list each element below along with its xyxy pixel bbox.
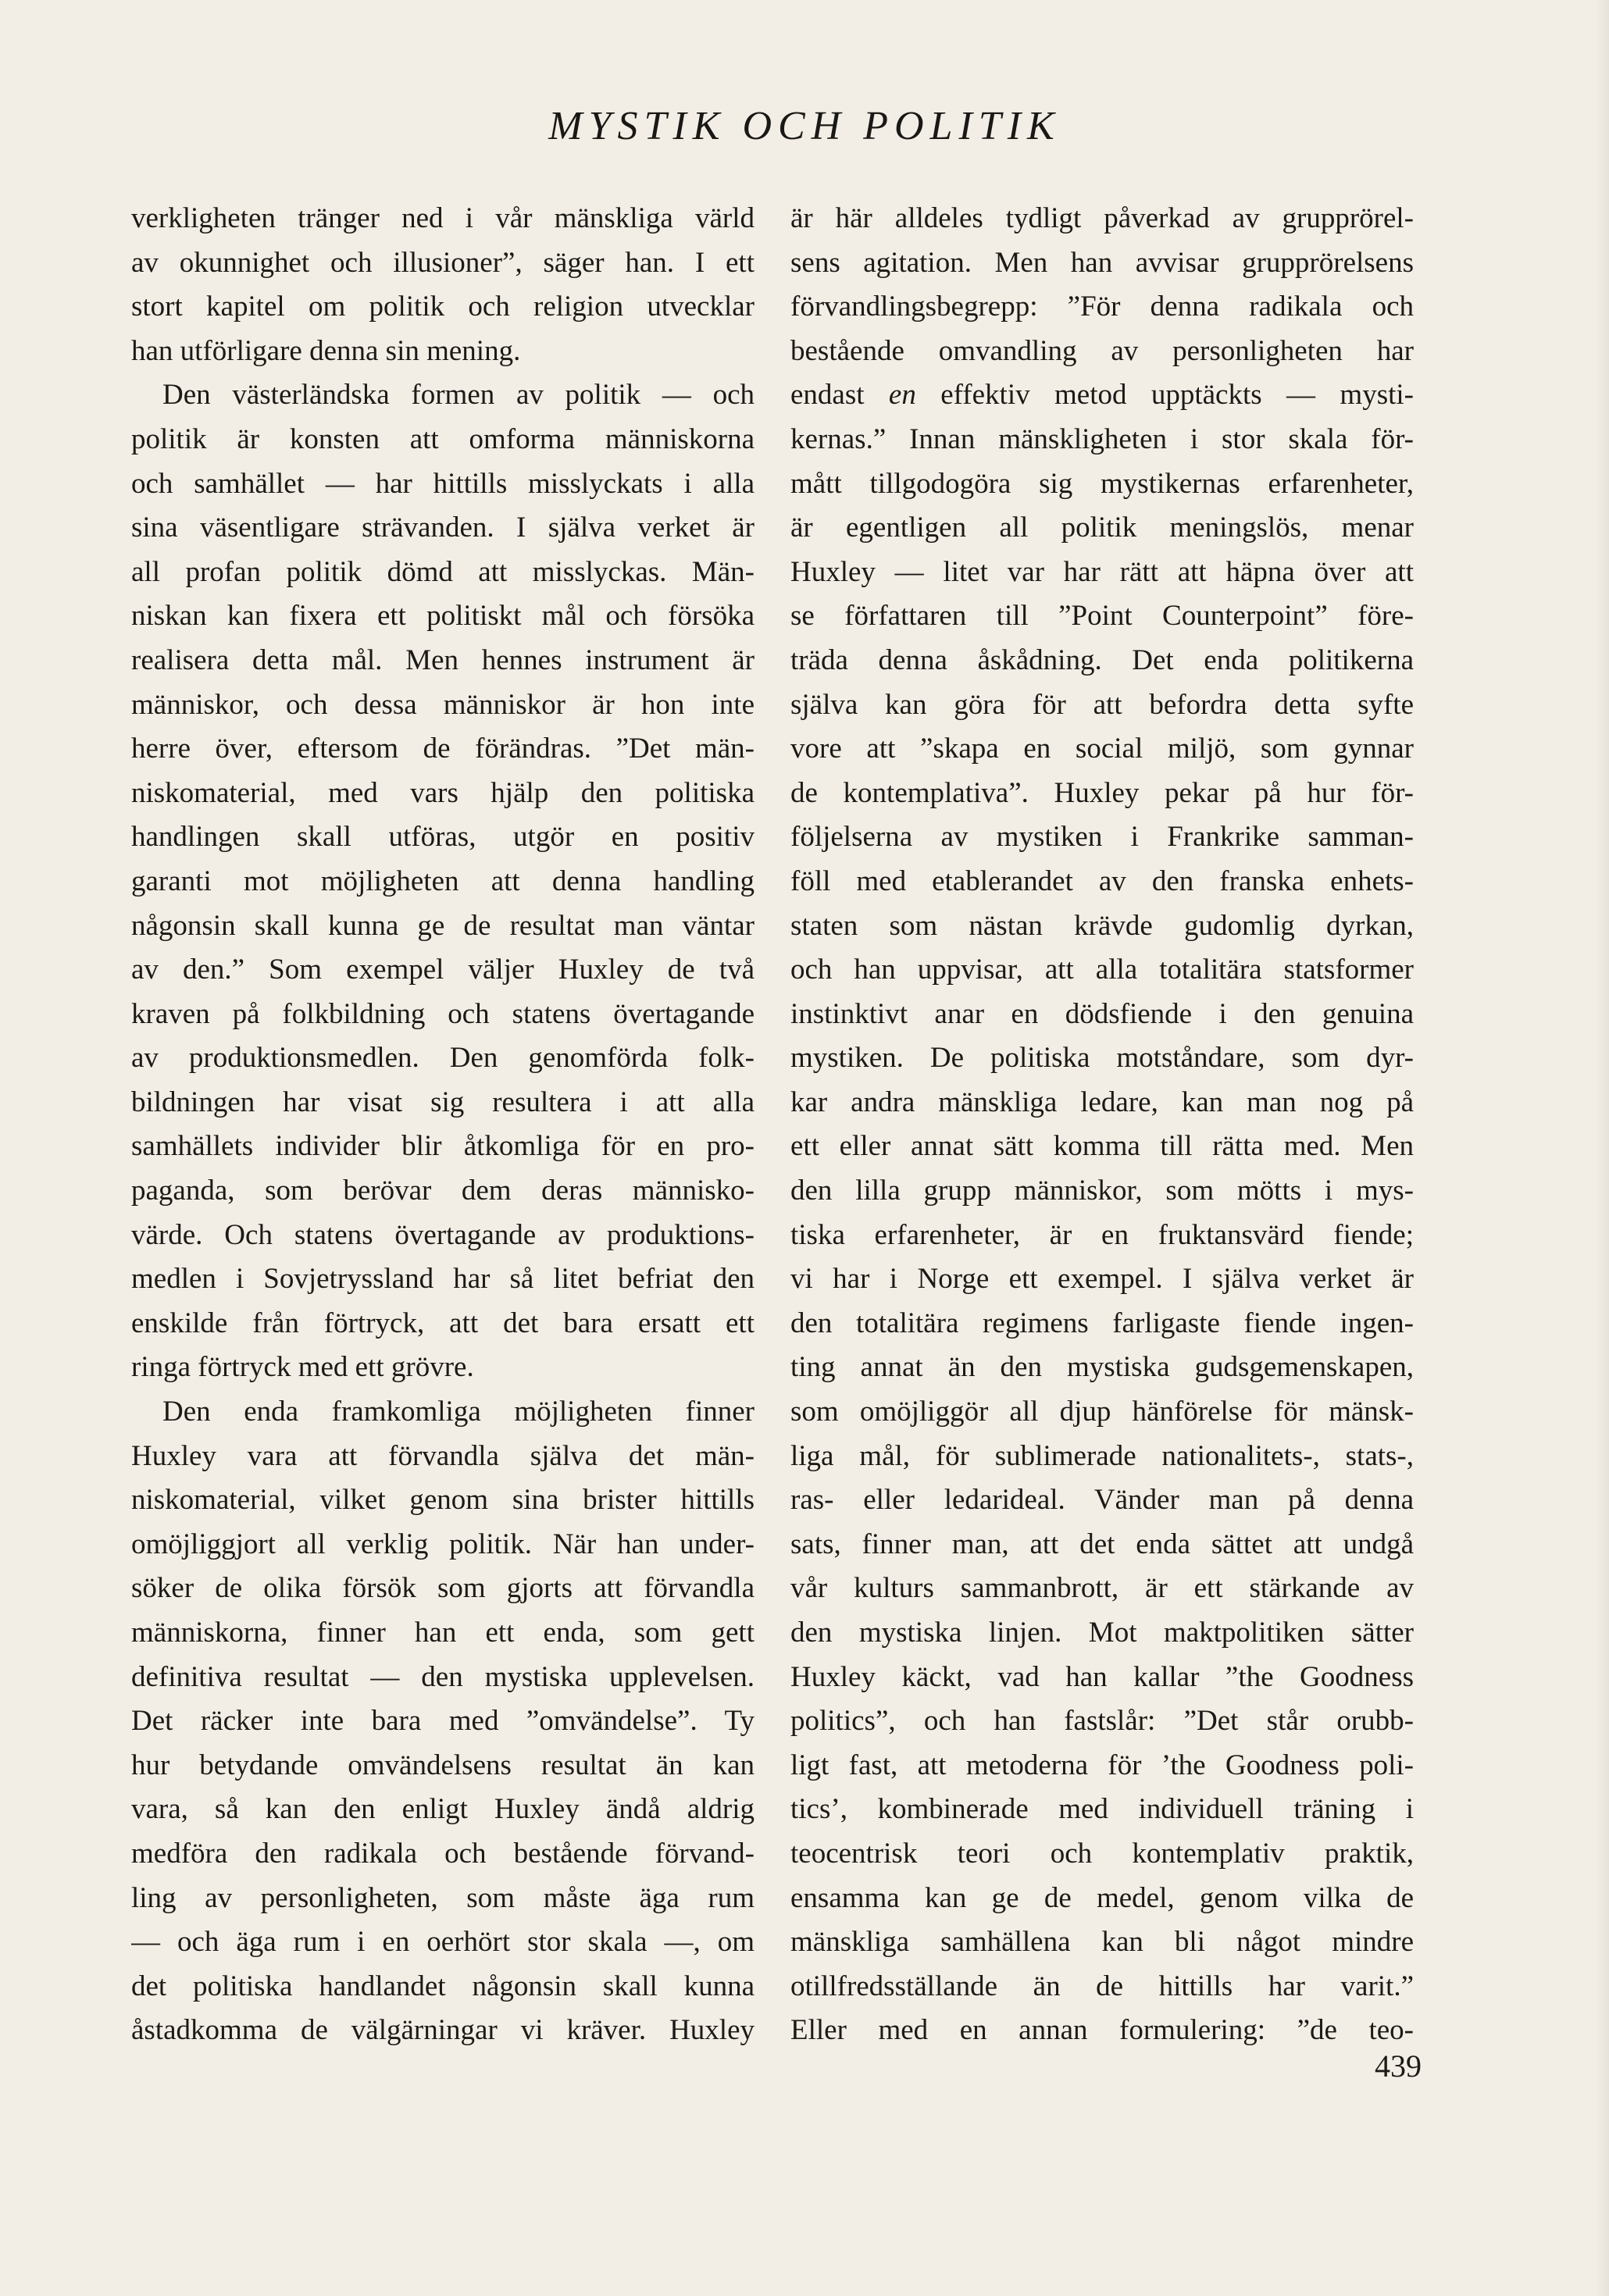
- text-line: samhällets individer blir åtkomliga för en pro-: [131, 1130, 755, 1163]
- text-line: förvandlingsbegrepp: ”För denna radikala och: [790, 291, 1414, 323]
- text-line: medlen i Sovjetryssland har så litet befriat den: [131, 1263, 755, 1296]
- text-line: Eller med en annan formulering: ”de teo-: [790, 2014, 1414, 2047]
- text-line: herre över, eftersom de förändras. ”Det män-: [131, 733, 755, 765]
- text-line: tics’, kombinerade med individuell träning i: [790, 1793, 1414, 1826]
- text-line: bestående omvandling av personligheten har: [790, 334, 1414, 367]
- text-line: själva kan göra för att befordra detta syfte: [790, 688, 1414, 721]
- text-line: stort kapitel om politik och religion utvecklar: [131, 291, 755, 323]
- text-line: vara, så kan den enligt Huxley ändå aldrig: [131, 1793, 755, 1826]
- text-line: mått tillgodogöra sig mystikernas erfarenheter,: [790, 467, 1414, 500]
- page-number: 439: [1375, 2048, 1422, 2084]
- text-line: hur betydande omvändelsens resultat än kan: [131, 1749, 755, 1781]
- text-line: bildningen har visat sig resultera i att alla: [131, 1086, 755, 1118]
- text-line: ensamma kan ge de medel, genom vilka de: [790, 1881, 1414, 1914]
- text-line: ling av personligheten, som måste äga rum: [131, 1881, 755, 1914]
- text-line: omöjliggjort all verklig politik. När han under-: [131, 1528, 755, 1560]
- text-line: realisera detta mål. Men hennes instrument är: [131, 644, 755, 676]
- text-line: kar andra mänskliga ledare, kan man nog på: [790, 1086, 1414, 1118]
- text-line: den mystiska linjen. Mot maktpolitiken sätter: [790, 1617, 1414, 1649]
- text-line: och han uppvisar, att alla totalitära statsformer: [790, 954, 1414, 986]
- text-line: sats, finner man, att det enda sättet att undgå: [790, 1528, 1414, 1560]
- text-line: människorna, finner han ett enda, som gett: [131, 1617, 755, 1649]
- text-line: Det räcker inte bara med ”omvändelse”. Ty: [131, 1705, 755, 1738]
- text-line: — och äga rum i en oerhört stor skala —, om: [131, 1926, 755, 1959]
- text-line: värde. Och statens övertagande av produktions-: [131, 1218, 755, 1251]
- text-line: verkligheten tränger ned i vår mänskliga värld: [131, 202, 755, 234]
- text-line: garanti mot möjligheten att denna handling: [131, 865, 755, 897]
- text-line: ting annat än den mystiska gudsgemenskapen,: [790, 1351, 1414, 1384]
- text-line: instinktivt anar en dödsfiende i den genuina: [790, 997, 1414, 1030]
- text-line: den totalitära regimens farligaste fiende ingen-: [790, 1307, 1414, 1339]
- text-line: Den västerländska formen av politik — och: [162, 379, 755, 412]
- page-edge-shadow: [1595, 0, 1609, 2296]
- text-line: träda denna åskådning. Det enda politikerna: [790, 644, 1414, 676]
- left-text-column: [131, 197, 755, 2053]
- text-line: mystiken. De politiska motståndare, som dyr-: [790, 1042, 1414, 1075]
- text-line: ringa förtryck med ett grövre.: [131, 1351, 474, 1384]
- running-head: MYSTIK OCH POLITIK: [548, 104, 1061, 148]
- text-line: politics”, och han fastslår: ”Det står orubb-: [790, 1705, 1414, 1738]
- text-line: den lilla grupp människor, som mötts i mys-: [790, 1175, 1414, 1207]
- text-line: människor, och dessa människor är hon inte: [131, 688, 755, 721]
- text-line: de kontemplativa”. Huxley pekar på hur för-: [790, 776, 1414, 809]
- text-line: niskomaterial, vilket genom sina brister hittills: [131, 1484, 755, 1517]
- text-line: är egentligen all politik meningslös, menar: [790, 512, 1414, 544]
- text-line: vi har i Norge ett exempel. I själva verket är: [790, 1263, 1414, 1296]
- text-line: som omöjliggör all djup hänförelse för mänsk-: [790, 1396, 1414, 1428]
- text-line: han utförligare denna sin mening.: [131, 334, 521, 367]
- text-line: all profan politik dömd att misslyckas. Män-: [131, 555, 755, 588]
- text-line: av den.” Som exempel väljer Huxley de två: [131, 954, 755, 986]
- text-line: någonsin skall kunna ge de resultat man väntar: [131, 909, 755, 942]
- text-line: niskan kan fixera ett politiskt mål och försöka: [131, 600, 755, 633]
- text-line: det politiska handlandet någonsin skall kunna: [131, 1970, 755, 2002]
- text-line: och samhället — har hittills misslyckats i alla: [131, 467, 755, 500]
- text-line: söker de olika försök som gjorts att förvandla: [131, 1572, 755, 1605]
- text-line: ras- eller ledarideal. Vänder man på denna: [790, 1484, 1414, 1517]
- text-line: handlingen skall utföras, utgör en positiv: [131, 821, 755, 854]
- text-line: föll med etablerandet av den franska enhets-: [790, 865, 1414, 897]
- text-line: kernas.” Innan mänskligheten i stor skala för-: [790, 422, 1414, 455]
- text-line: följelserna av mystiken i Frankrike samman-: [790, 821, 1414, 854]
- text-line: av produktionsmedlen. Den genomförda folk-: [131, 1042, 755, 1075]
- text-line: sens agitation. Men han avvisar grupprörelsens: [790, 246, 1414, 279]
- text-line: politik är konsten att omforma människorna: [131, 422, 755, 455]
- text-line: liga mål, för sublimerade nationalitets-, stats-,: [790, 1439, 1414, 1472]
- text-line: ligt fast, att metoderna för ’the Goodness poli-: [790, 1749, 1414, 1781]
- text-line: niskomaterial, med vars hjälp den politiska: [131, 776, 755, 809]
- text-line: är här alldeles tydligt påverkad av grupprörel-: [790, 202, 1414, 234]
- text-line: Huxley — litet var har rätt att häpna över att: [790, 555, 1414, 588]
- text-line: sina väsentligare strävanden. I själva verket är: [131, 512, 755, 544]
- text-line: paganda, som berövar dem deras människo-: [131, 1175, 755, 1207]
- right-text-column: [790, 197, 1414, 2053]
- text-line: teocentrisk teori och kontemplativ praktik,: [790, 1837, 1414, 1870]
- text-line: Den enda framkomliga möjligheten finner: [162, 1396, 755, 1428]
- text-line: ett eller annat sätt komma till rätta med. Men: [790, 1130, 1414, 1163]
- text-line: staten som nästan krävde gudomlig dyrkan,: [790, 909, 1414, 942]
- text-line: av okunnighet och illusioner”, säger han. I ett: [131, 246, 755, 279]
- text-line: se författaren till ”Point Counterpoint” före-: [790, 600, 1414, 633]
- text-line: medföra den radikala och bestående förvand-: [131, 1837, 755, 1870]
- text-line: enskilde från förtryck, att det bara ersatt ett: [131, 1307, 755, 1339]
- text-line: Huxley käckt, vad han kallar ”the Goodness: [790, 1660, 1414, 1693]
- text-line: kraven på folkbildning och statens övertagande: [131, 997, 755, 1030]
- text-line: vår kulturs sammanbrott, är ett stärkande av: [790, 1572, 1414, 1605]
- text-line: Huxley vara att förvandla själva det män-: [131, 1439, 755, 1472]
- text-line: definitiva resultat — den mystiska upplevelsen.: [131, 1660, 755, 1693]
- text-line: endast en effektiv metod upptäckts — mysti-: [790, 379, 1414, 412]
- emphasized-word: en: [888, 379, 916, 412]
- text-line: otillfredsställande än de hittills har varit.”: [790, 1970, 1414, 2002]
- text-line: tiska erfarenheter, är en fruktansvärd fiende;: [790, 1218, 1414, 1251]
- text-line: åstadkomma de välgärningar vi kräver. Huxley: [131, 2014, 755, 2047]
- text-line: vore att ”skapa en social miljö, som gynnar: [790, 733, 1414, 765]
- text-line: mänskliga samhällena kan bli något mindre: [790, 1926, 1414, 1959]
